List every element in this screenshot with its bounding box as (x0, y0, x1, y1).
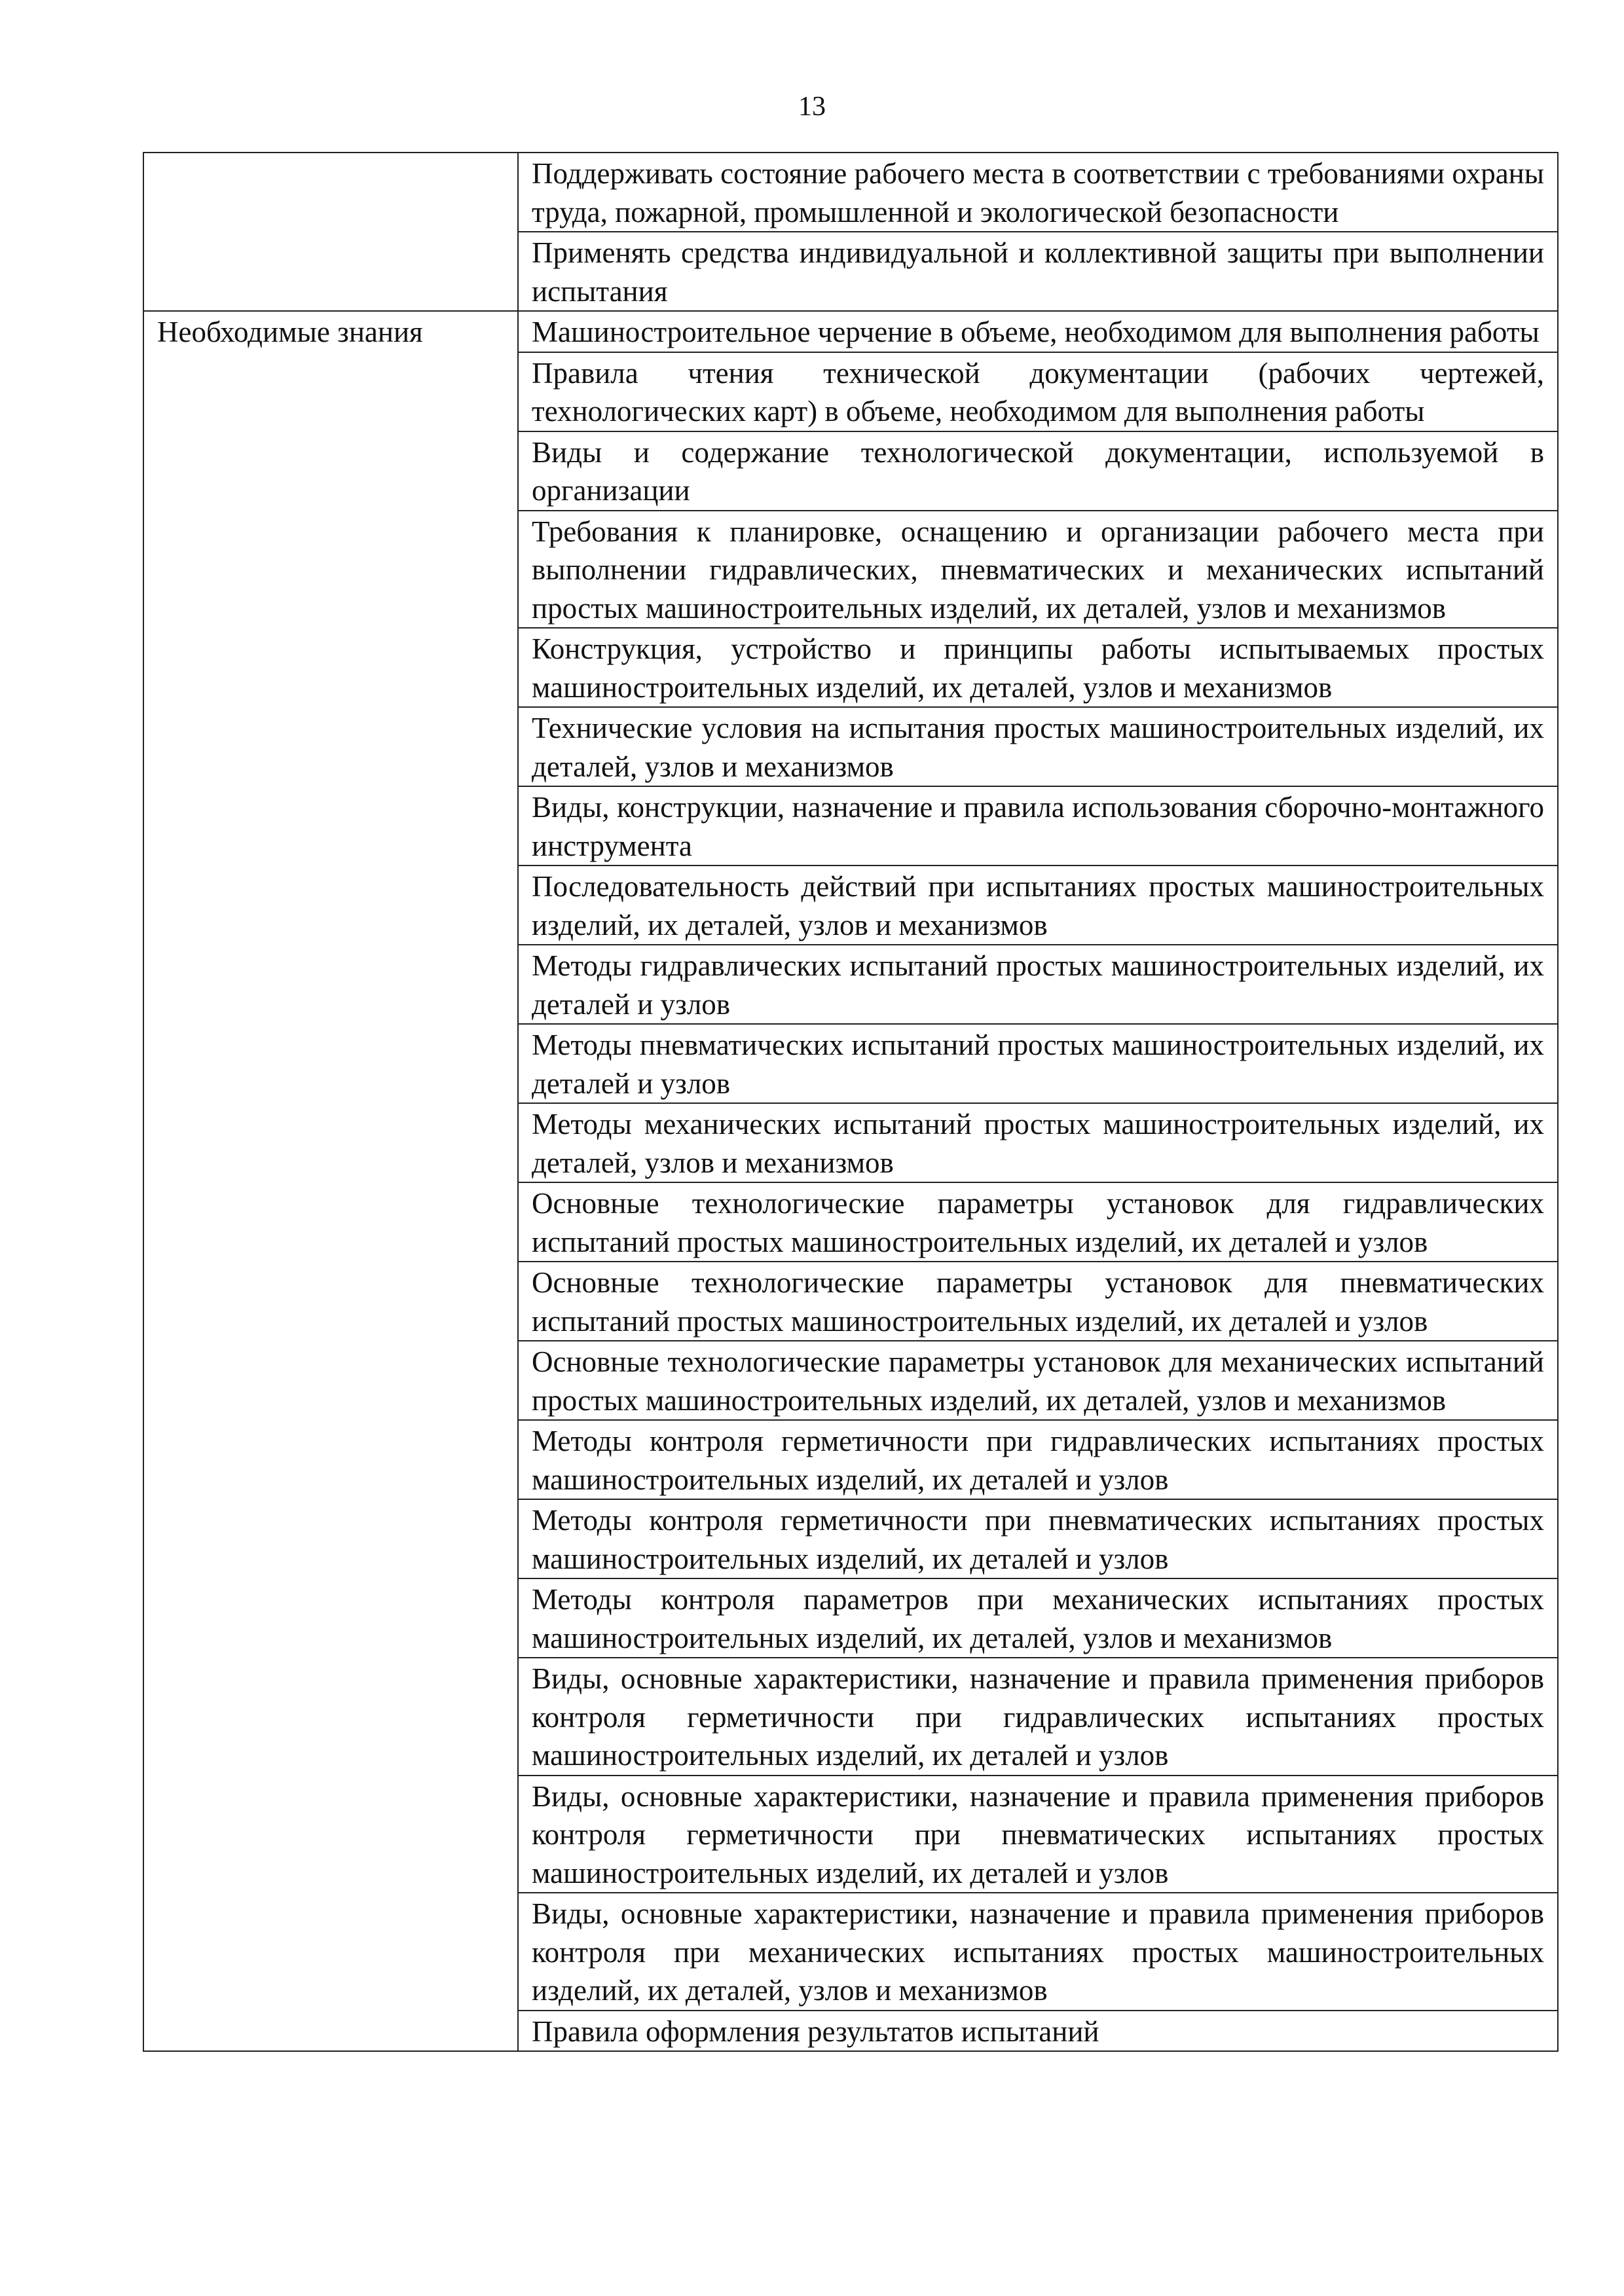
knowledge-item: Конструкция, устройство и принципы работы испытываемых простых машиностроительных изделий, их деталей, узлов и механизмов (518, 628, 1558, 707)
skill-item: Применять средства индивидуальной и коллективной защиты при выполнении испытания (518, 232, 1558, 311)
skill-item: Поддерживать состояние рабочего места в соответствии с требованиями охраны труда, пожарной, промышленной и экологической безопасности (518, 153, 1558, 232)
knowledge-item: Основные технологические параметры установок для пневматических испытаний простых машиностроительных изделий, их деталей и узлов (518, 1262, 1558, 1341)
knowledge-item: Методы контроля параметров при механических испытаниях простых машиностроительных изделий, их деталей, узлов и механизмов (518, 1578, 1558, 1658)
knowledge-item: Технические условия на испытания простых машиностроительных изделий, их деталей, узлов и механизмов (518, 707, 1558, 786)
knowledge-item: Виды, основные характеристики, назначение и правила применения приборов контроля герметичности при пневматических испытаниях простых машиностроительных изделий, их деталей и узлов (518, 1776, 1558, 1893)
empty-label-cell (143, 153, 518, 311)
knowledge-item: Методы механических испытаний простых машиностроительных изделий, их деталей, узлов и механизмов (518, 1103, 1558, 1182)
knowledge-item: Виды и содержание технологической документации, используемой в организации (518, 431, 1558, 511)
knowledge-item: Правила чтения технической документации (рабочих чертежей, технологических карт) в объеме, необходимом для выполнения работы (518, 352, 1558, 431)
knowledge-item: Методы пневматических испытаний простых машиностроительных изделий, их деталей и узлов (518, 1024, 1558, 1103)
knowledge-item: Виды, конструкции, назначение и правила использования сборочно-монтажного инструмента (518, 786, 1558, 866)
knowledge-item: Машиностроительное черчение в объеме, необходимом для выполнения работы (518, 311, 1558, 352)
knowledge-item: Методы контроля герметичности при пневматических испытаниях простых машиностроительных изделий, их деталей и узлов (518, 1499, 1558, 1578)
knowledge-item: Основные технологические параметры установок для гидравлических испытаний простых машиностроительных изделий, их деталей и узлов (518, 1182, 1558, 1262)
knowledge-item: Требования к планировке, оснащению и организации рабочего места при выполнении гидравлических, пневматических и механических испытаний простых машиностроительных изделий, их деталей, узлов и механизмов (518, 511, 1558, 629)
knowledge-item: Основные технологические параметры установок для механических испытаний простых машиностроительных изделий, их деталей, узлов и механизмов (518, 1341, 1558, 1420)
table-row (143, 153, 1558, 232)
page-number: 13 (798, 92, 826, 122)
knowledge-item: Правила оформления результатов испытаний (518, 2011, 1558, 2052)
requirements-table (143, 152, 1559, 2052)
table-row (143, 311, 1558, 352)
knowledge-item: Методы контроля герметичности при гидравлических испытаниях простых машиностроительных изделий, их деталей и узлов (518, 1420, 1558, 1499)
knowledge-item: Последовательность действий при испытаниях простых машиностроительных изделий, их деталей, узлов и механизмов (518, 866, 1558, 945)
knowledge-label: Необходимые знания (143, 311, 518, 2051)
knowledge-item: Виды, основные характеристики, назначение и правила применения приборов контроля герметичности при гидравлических испытаниях простых машиностроительных изделий, их деталей и узлов (518, 1658, 1558, 1776)
knowledge-item: Виды, основные характеристики, назначение и правила применения приборов контроля при механических испытаниях простых машиностроительных изделий, их деталей, узлов и механизмов (518, 1893, 1558, 2011)
knowledge-item: Методы гидравлических испытаний простых машиностроительных изделий, их деталей и узлов (518, 945, 1558, 1024)
